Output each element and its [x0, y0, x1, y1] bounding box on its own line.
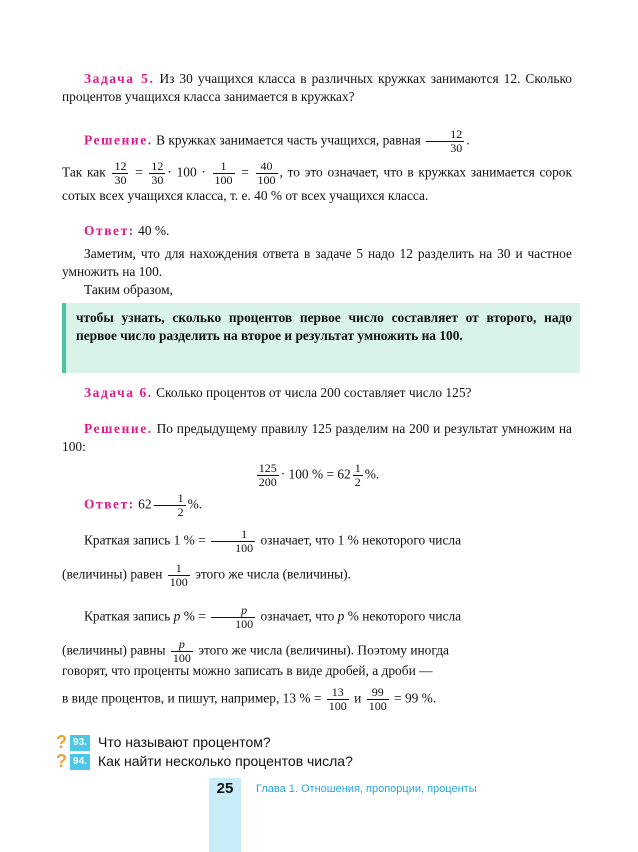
task6-solution-text: По предыдущему правилу 125 разделим на 200 и результат умножим на 100:	[62, 421, 572, 454]
task5-answer-value: 40 %.	[134, 223, 170, 238]
task6-answer-pct: %.	[187, 496, 203, 512]
note-p-percent-line4	[62, 686, 572, 713]
since-label: Так как	[62, 164, 106, 180]
task5-solution-text: В кружках занимается часть учащихся, равная	[152, 132, 421, 148]
fraction-1-2: $\frac{1}{2}$	[354, 461, 361, 489]
task5-solution-label: Решение.	[84, 132, 153, 148]
note2-pct: % =	[183, 608, 206, 624]
note-1-percent-line2	[62, 562, 572, 589]
fraction-1-2-answer: $\frac{1}{2}$	[154, 492, 186, 519]
task6-text: Сколько процентов от числа 200 составляет число 125?	[152, 385, 472, 400]
fraction-p-100: $\frac{p}{100}$	[211, 604, 255, 631]
note2-c: (величины) равны	[62, 642, 166, 658]
fraction-p-100-2: $\frac{p}{100}$	[172, 637, 191, 665]
fraction-12-30-b: $\frac{12}{30}$	[151, 159, 164, 187]
fraction-1-100: $\frac{1}{100}$	[214, 159, 233, 187]
note2-and: и	[354, 690, 362, 706]
rule-box	[62, 303, 580, 373]
since-rest: , то это означает, что в кружках занимается сорок сотых всех учащихся класса, т. е. 40 % от всех учащихся класса.	[62, 164, 572, 203]
task5-text: Из 30 учащихся класса в различных кружках занимаются 12. Сколько процентов учащихся класса занимается в кружках?	[62, 71, 572, 104]
rule-text: чтобы узнать, сколько процентов первое число составляет от второго, надо первое число разделить на второе и результат умножить на 100.	[76, 310, 572, 343]
note2-d: этого же числа (величины). Поэтому иногда	[198, 642, 449, 658]
note1-c: (величины) равен	[62, 566, 163, 582]
remark-thus-text: Таким образом,	[84, 282, 173, 297]
task5-answer	[62, 222, 572, 240]
question-mark-icon: ?	[56, 732, 67, 752]
remark-paragraph	[62, 245, 572, 281]
page-number: 25	[216, 780, 234, 797]
task6-answer-value: 62	[134, 496, 152, 512]
task5-answer-label: Ответ:	[84, 223, 135, 238]
equation-pct: %.	[364, 466, 380, 482]
var-p-2: p	[337, 608, 345, 624]
fraction-13-100: $\frac{13}{100}$	[328, 685, 347, 713]
remark-thus	[62, 281, 572, 299]
fraction-99-100: $\frac{99}{100}$	[368, 685, 387, 713]
equation-mid: · 100 % = 62	[280, 466, 351, 482]
question-text: Что называют процентом?	[98, 734, 271, 750]
note-p-percent-line1	[62, 604, 572, 631]
question-number: 93.	[70, 735, 90, 751]
task6-statement	[62, 384, 572, 402]
fraction-1-100-note2: $\frac{1}{100}$	[169, 561, 188, 589]
fraction-12-30: $\frac{12}{30}$	[426, 128, 464, 155]
note2-b: означает, что	[260, 608, 335, 624]
note2-99pct: = 99 %.	[394, 690, 437, 706]
task5-since: Так как $\frac{12}{30}$ = $\frac{12}{30}$ · 100 · $\frac{1}{100}$ = $\frac{40}{100}$ , то это означает, что в кружках занимается сорок сотых всех учащихся класса, т. е. 40 % от всех учащихся класса.	[62, 159, 572, 203]
fraction-40-100: $\frac{40}{100}$	[257, 159, 276, 187]
task6-equation	[62, 462, 572, 489]
note2-a: Краткая запись	[84, 608, 171, 624]
times-100: · 100 ·	[167, 164, 206, 180]
chapter-title: Глава 1. Отношения, пропорции, проценты	[256, 783, 477, 795]
note2-b2: % некоторого числа	[347, 608, 462, 624]
task6-answer	[62, 492, 572, 519]
task6-label: Задача 6.	[84, 385, 153, 400]
fraction-1-100-note: $\frac{1}{100}$	[211, 528, 255, 555]
remark-text: Заметим, что для нахождения ответа в задаче 5 надо 12 разделить на 30 и частное умножить на 100.	[62, 246, 572, 279]
note1-b: означает, что 1 % некоторого числа	[260, 532, 462, 548]
fraction-125-200: $\frac{125}{200}$	[258, 461, 277, 489]
var-p: p	[173, 608, 181, 624]
note2-f: в виде процентов, и пишут, например, 13 % =	[62, 690, 322, 706]
question-number: 94.	[70, 754, 90, 770]
note-p-percent-line2	[62, 638, 572, 665]
note-1-percent-line1	[62, 528, 572, 555]
question-94	[56, 751, 353, 771]
note2-e: говорят, что проценты можно записать в виде дробей, а дроби —	[62, 663, 433, 678]
task6-solution	[62, 420, 572, 456]
task5-label: Задача 5.	[84, 71, 155, 86]
question-93	[56, 732, 271, 752]
note-p-percent-line3	[62, 662, 572, 680]
fraction-12-30-a: $\frac{12}{30}$	[114, 159, 127, 187]
task5-solution: Решение. В кружках занимается часть учащихся, равная $\frac{12}{30}$ .	[84, 127, 470, 155]
task5-statement	[62, 70, 572, 106]
note1-a: Краткая запись 1 % =	[84, 532, 206, 548]
question-text: Как найти несколько процентов числа?	[98, 753, 353, 769]
task6-answer-label: Ответ:	[84, 496, 135, 512]
question-mark-icon: ?	[56, 751, 67, 771]
task6-solution-label: Решение.	[84, 421, 153, 436]
note1-d: этого же числа (величины).	[195, 566, 351, 582]
